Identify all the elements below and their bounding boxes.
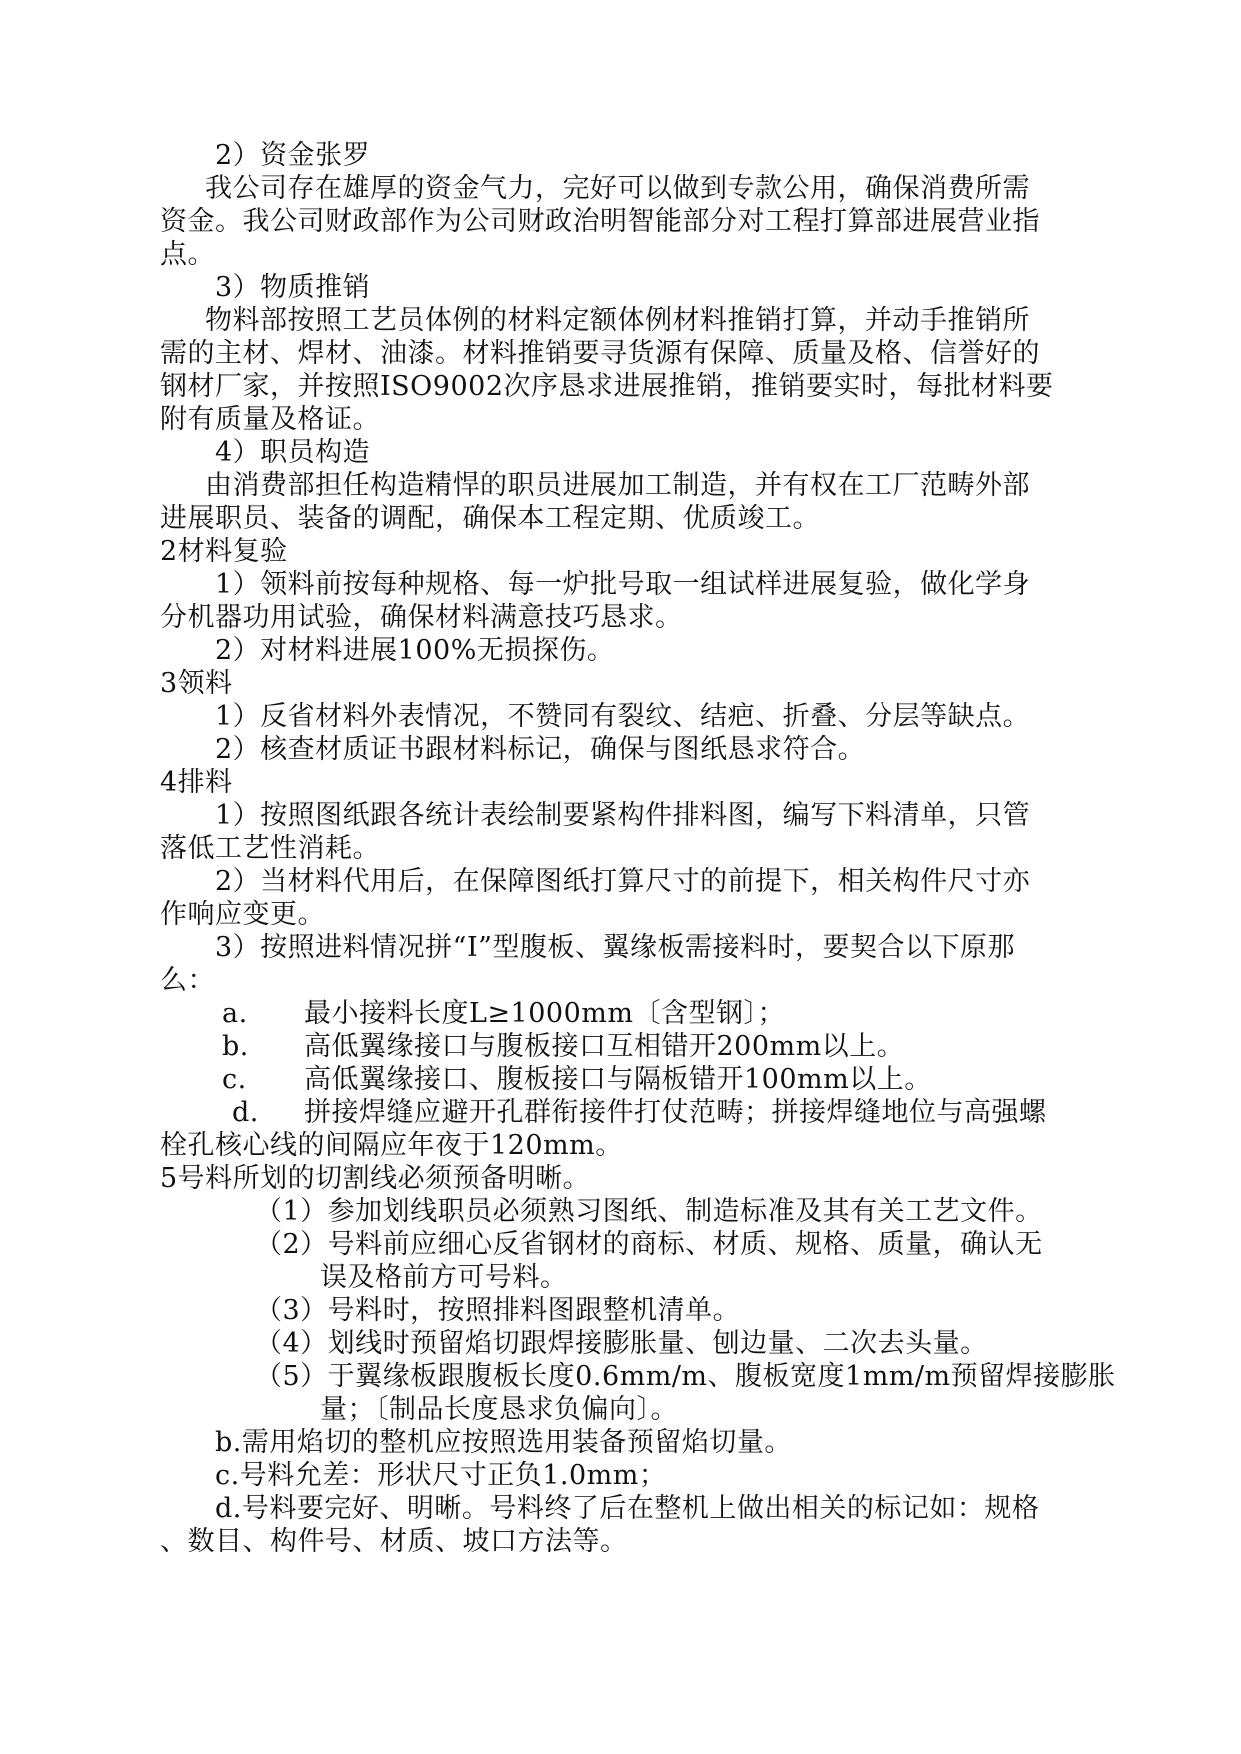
text-line: 2）当材料代用后，在保障图纸打算尺寸的前提下，相关构件尺寸亦 — [215, 866, 1031, 897]
heading-staffing: 4）职员构造 — [215, 437, 371, 468]
list-marker: a. — [222, 998, 248, 1029]
text-line: b.需用焰切的整机应按照选用装备预留焰切量。 — [215, 1427, 792, 1458]
list-marker: d. — [232, 1097, 259, 1128]
text-line: 1）反省材料外表情况，不赞同有裂纹、结疤、折叠、分层等缺点。 — [215, 701, 1031, 732]
heading-procurement: 3）物质推销 — [215, 272, 371, 303]
text-line: 1）按照图纸跟各统计表绘制要紧构件排料图，编写下料清单，只管 — [215, 800, 1031, 831]
list-item-text: 最小接料长度L≥1000mm〔含型钢〕； — [304, 998, 785, 1029]
text-line: （4）划线时预留焰切跟焊接膨胀量、刨边量、二次去头量。 — [255, 1328, 988, 1359]
list-item-text: 高低翼缘接口、腹板接口与隔板错开100mm以上。 — [304, 1064, 932, 1095]
text-line: 我公司存在雄厚的资金气力，完好可以做到专款公用，确保消费所需 — [205, 173, 1030, 204]
text-line: （1）参加划线职员必须熟习图纸、制造标准及其有关工艺文件。 — [255, 1196, 1043, 1227]
heading-funding: 2）资金张罗 — [215, 140, 371, 171]
text-line: 钢材厂家，并按照ISO9002次序恳求进展推销，推销要实时，每批材料要 — [160, 371, 1054, 402]
list-marker: b. — [222, 1031, 249, 1062]
text-line: （3）号料时，按照排料图跟整机清单。 — [255, 1295, 741, 1326]
text-line: （5）于翼缘板跟腹板长度0.6mm/m、腹板宽度1mm/m预留焊接膨胀 — [255, 1361, 1116, 1392]
text-line: 2）对材料进展100%无损探伤。 — [215, 635, 615, 666]
text-line: 栓孔核心线的间隔应年夜于120mm。 — [160, 1130, 623, 1161]
text-line: 误及格前方可号料。 — [320, 1262, 568, 1293]
text-line: 2）核查材质证书跟材料标记，确保与图纸恳求符合。 — [215, 734, 866, 765]
text-line: 量；〔制品长度恳求负偏向〕。 — [320, 1394, 678, 1425]
section-heading-nesting: 4排料 — [160, 767, 233, 798]
text-line: 物料部按照工艺员体例的材料定额体例材料推销打算，并动手推销所 — [205, 305, 1030, 336]
text-line: 进展职员、装备的调配，确保本工程定期、优质竣工。 — [160, 503, 820, 534]
text-line: 由消费部担任构造精悍的职员进展加工制造，并有权在工厂范畴外部 — [205, 470, 1030, 501]
section-heading-marking: 5号料所划的切割线必须预备明晰。 — [160, 1163, 591, 1194]
list-item — [232, 1095, 1047, 1131]
text-line: 需的主材、焊材、油漆。材料推销要寻货源有保障、质量及格、信誉好的 — [160, 338, 1040, 369]
section-heading-material-recheck: 2材料复验 — [160, 536, 288, 567]
text-line: 、数目、构件号、材质、坡口方法等。 — [160, 1526, 628, 1557]
text-line: 点。 — [160, 239, 215, 270]
section-heading-material-pickup: 3领料 — [160, 668, 233, 699]
text-line: 1）领料前按每种规格、每一炉批号取一组试样进展复验，做化学身 — [215, 569, 1031, 600]
text-line: 么： — [160, 965, 215, 996]
text-line: 作响应变更。 — [160, 899, 325, 930]
text-line: c.号料允差：形状尺寸正负1.0mm； — [215, 1460, 667, 1491]
text-line: 3）按照进料情况拼“I”型腹板、翼缘板需接料时，要契合以下原那 — [215, 932, 1015, 963]
text-line: 附有质量及格证。 — [160, 404, 380, 435]
list-item — [222, 1029, 904, 1065]
list-item — [222, 1062, 932, 1098]
list-marker: c. — [222, 1064, 247, 1095]
list-item — [222, 996, 785, 1032]
text-line: d.号料要完好、明晰。号料终了后在整机上做出相关的标记如：规格 — [215, 1493, 1040, 1524]
list-item-text: 高低翼缘接口与腹板接口互相错开200mm以上。 — [304, 1031, 905, 1062]
text-line: （2）号料前应细心反省钢材的商标、材质、规格、质量，确认无 — [255, 1229, 1043, 1260]
text-line: 资金。我公司财政部作为公司财政治明智能部分对工程打算部进展营业指 — [160, 206, 1040, 237]
text-line: 分机器功用试验，确保材料满意技巧恳求。 — [160, 602, 683, 633]
list-item-text: 拼接焊缝应避开孔群衔接件打仗范畴；拼接焊缝地位与高强螺 — [304, 1097, 1047, 1128]
text-line: 落低工艺性消耗。 — [160, 833, 380, 864]
